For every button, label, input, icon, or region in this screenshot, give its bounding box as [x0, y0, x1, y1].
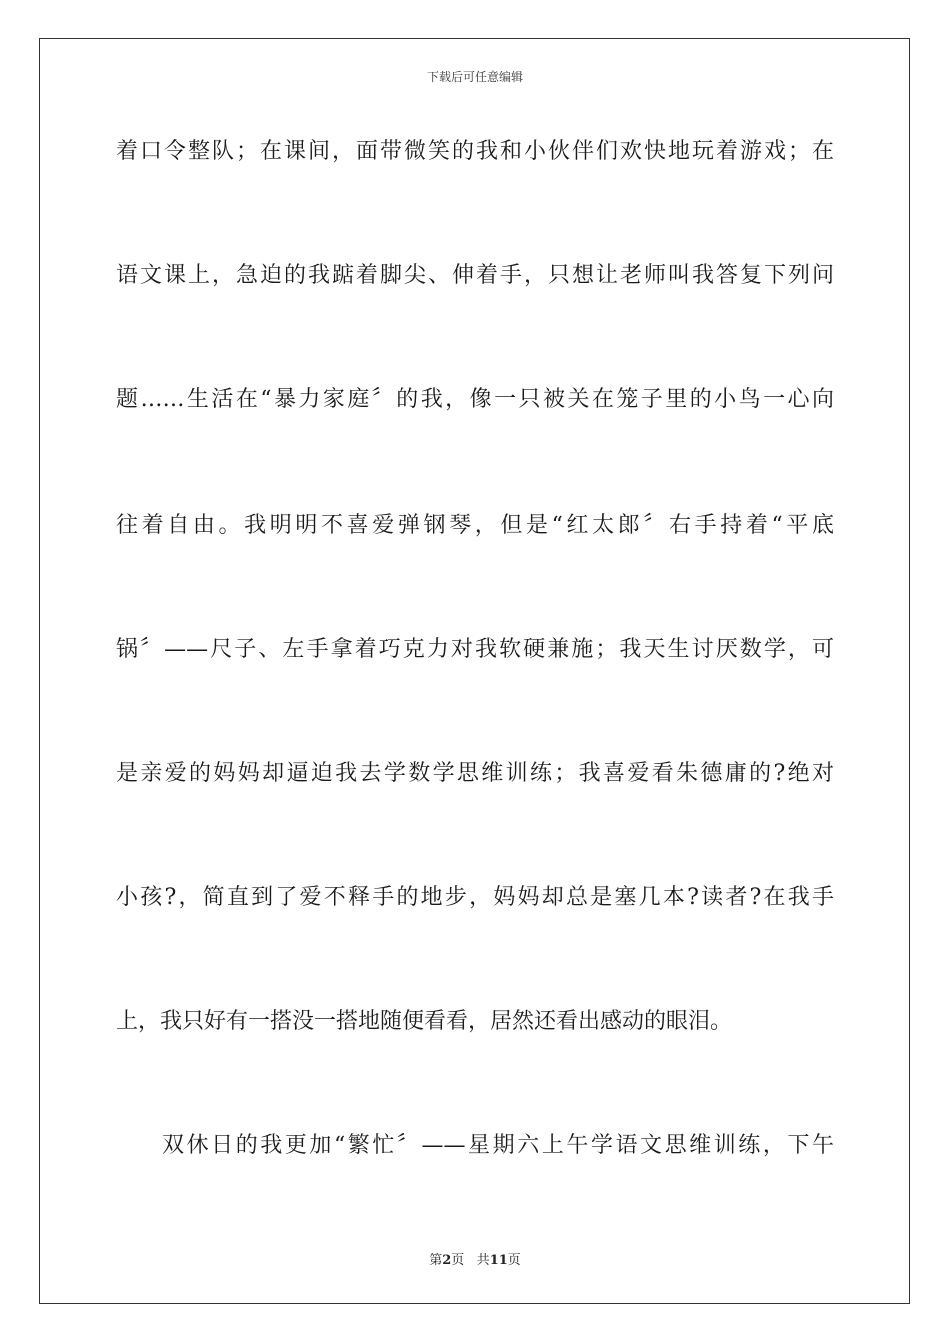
body-line: 是亲爱的妈妈却逼迫我去学数学思维训练；我喜爱看朱德庸的?绝对	[116, 761, 834, 786]
page-current: 2	[442, 1253, 452, 1268]
page-border	[39, 38, 910, 1304]
total-suffix: 页	[507, 1253, 521, 1268]
body-line: 上，我只好有一搭没一搭地随便看看，居然还看出感动的眼泪。	[116, 1009, 733, 1034]
body-line: 小孩?，简直到了爱不释手的地步，妈妈却总是塞几本?读者?在我手	[116, 885, 834, 910]
total-prefix: 共	[476, 1253, 490, 1268]
body-line: 锅〞——尺子、左手拿着巧克力对我软硬兼施；我天生讨厌数学，可	[116, 637, 834, 662]
page-suffix: 页	[451, 1253, 465, 1268]
page-total: 11	[489, 1253, 508, 1268]
body-line: 往着自由。我明明不喜爱弹钢琴，但是“红太郎〞右手持着“平底	[116, 513, 834, 538]
header-note: 下载后可任意编辑	[426, 70, 523, 84]
page-footer	[0, 1249, 950, 1268]
page-prefix: 第	[429, 1253, 443, 1268]
paragraph-start-line: 双休日的我更加“繁忙〞——星期六上午学语文思维训练，下午	[162, 1133, 834, 1158]
body-line: 题……生活在“暴力家庭〞的我，像一只被关在笼子里的小鸟一心向	[116, 387, 834, 412]
body-line: 语文课上，急迫的我踮着脚尖、伸着手，只想让老师叫我答复下列问	[116, 263, 834, 288]
body-line: 着口令整队；在课间，面带微笑的我和小伙伴们欢快地玩着游戏；在	[116, 139, 834, 164]
